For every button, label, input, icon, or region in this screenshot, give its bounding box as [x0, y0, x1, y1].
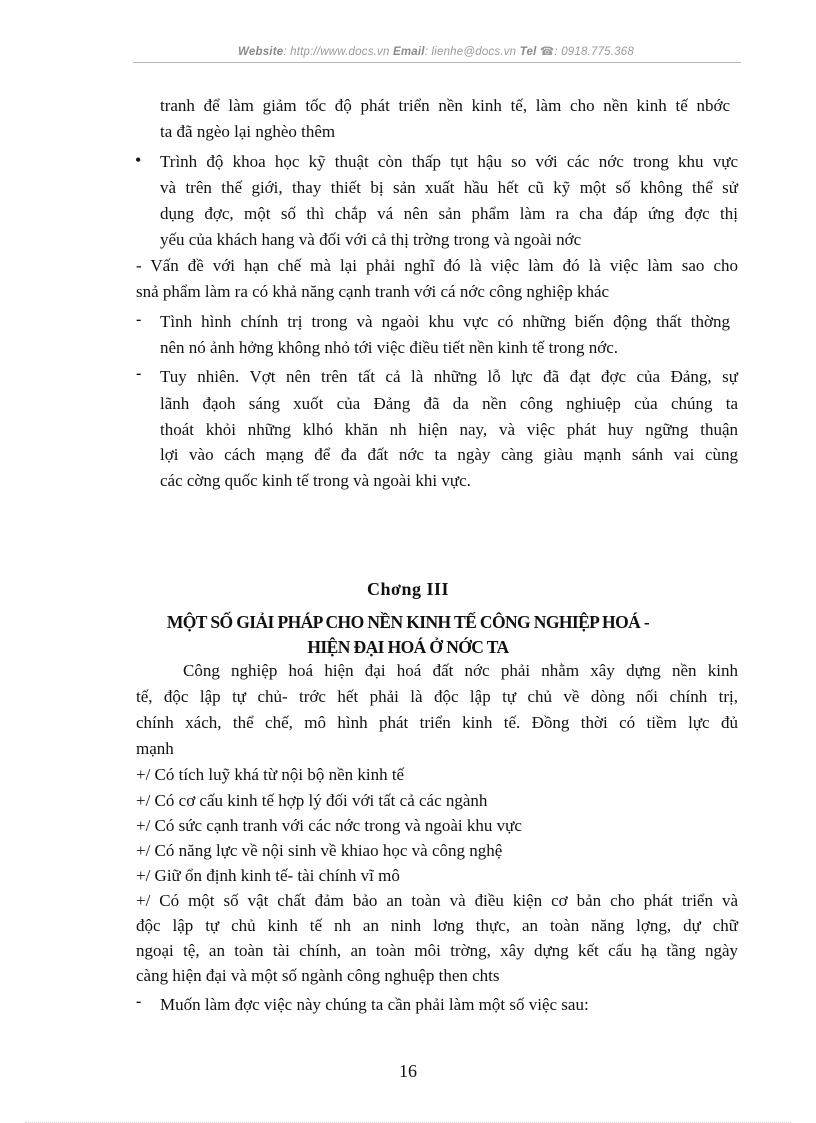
paragraph-line: lãnh đạoh sáng xuốt của Đảng đã da nền công nghiuệp của chúng ta [160, 394, 738, 413]
page-header [130, 44, 742, 58]
chapter-title-line-1: MỘT SỐ GIẢI PHÁP CHO NỀN KINH TẾ CÔNG NGHIỆP HOÁ - [166, 612, 650, 632]
paragraph-line: tế, độc lập tự chủ- trớc hết phải là độc lập tự chủ về dòng nối chính trị, [136, 687, 738, 706]
paragraph-line: Muốn làm đợc việc này chúng ta cần phải làm một số việc sau: [160, 995, 589, 1014]
list-item: +/ Có cơ cấu kinh tế hợp lý đối với tất cả các ngành [136, 791, 488, 810]
website-label: Website [238, 46, 284, 58]
paragraph-line: càng hiện đại và một số ngành công nghuệp then chts [136, 966, 500, 985]
list-item: +/ Có tích luỹ khá từ nội bộ nền kinh tế [136, 765, 405, 784]
tel-value: : 0918.775.368 [554, 46, 634, 58]
dash-bullet-icon: - [136, 365, 142, 382]
paragraph-line: và trên thế giới, thay thiết bị sản xuất hầu hết cũ kỹ một số không thể sử [160, 178, 738, 197]
list-item: +/ Giữ ổn định kinh tế- tài chính vĩ mô [136, 866, 400, 885]
paragraph-line: ngoại tệ, an toàn tài chính, an toàn môi trờng, xây dựng kết cấu hạ tầng ngày [136, 941, 738, 960]
email-label: Email [393, 46, 425, 58]
paragraph-line: Tình hình chính trị trong và ngaòi khu vực có những biến động thất thờng [160, 312, 730, 331]
paragraph-line: tranh để làm giảm tốc độ phát triển nền kinh tế, làm cho nền kinh tế nbớc [160, 96, 730, 115]
paragraph-line: snả phẩm làm ra có khả năng cạnh tranh với cá nớc công nghiệp khác [136, 282, 610, 301]
dash-bullet-icon: - [136, 311, 142, 328]
list-item: +/ Có năng lực về nội sinh về khiao học và công nghệ [136, 841, 503, 860]
paragraph-line: lợi vào cách mạng để đa đất nớc ta ngày càng giàu mạnh sánh vai cùng [160, 445, 738, 464]
chapter-heading: Chơng III [366, 579, 449, 599]
tel-label: Tel [519, 46, 537, 58]
paragraph-line: yếu của khách hang và đối với cả thị trờng trong và ngoài nớc [160, 230, 582, 249]
email-value: : lienhe@docs.vn [424, 46, 517, 58]
paragraph-line: thoát khỏi những klhó khăn nh hiện nay, và việc phát huy ngững thuận [160, 420, 738, 439]
paragraph-line: nên nó ảnh hởng không nhỏ tới việc điều tiết nền kinh tế trong nớc. [160, 338, 619, 357]
dash-bullet-icon: - [136, 993, 142, 1010]
paragraph-line: mạnh [136, 739, 174, 758]
bullet-icon: • [135, 150, 142, 170]
paragraph-line: Tuy nhiên. Vợt nên trên tất cả là những lỗ lực đã đạt đợc của Đảng, sự [160, 367, 738, 386]
paragraph-line: độc lập tự chủ kinh tế nh an ninh lơng thực, an toàn năng lợng, dự chữ [136, 916, 738, 935]
paragraph-line: ta đã ngèo lại nghèo thêm [160, 122, 336, 141]
paragraph-line: Trình độ khoa học kỹ thuật còn thấp tụt hậu so với các nớc trong khu vực [160, 152, 738, 171]
website-value: : http://www.docs.vn [283, 46, 390, 58]
paragraph-line: - Vấn đề với hạn chế mà lại phải nghĩ đó là việc làm đó là việc làm sao cho [136, 256, 738, 275]
chapter-title-line-2: HIỆN ĐẠI HOÁ Ở NỚC TA [307, 637, 509, 657]
list-item: +/ Có một số vật chất đảm bảo an toàn và điều kiện cơ bản cho phát triển và [136, 891, 738, 910]
header-divider [133, 62, 741, 63]
paragraph-line: dụng đợc, một số thì chắp vá nên sản phẩm làm ra cha đáp ứng đợc thị [160, 204, 738, 223]
phone-icon: ☎ [539, 46, 555, 58]
page-number: 16 [399, 1061, 417, 1081]
paragraph-line: Công nghiệp hoá hiện đại hoá đất nớc phải nhằm xây dựng nền kinh [183, 661, 738, 680]
paragraph-line: chính xách, thể chế, mô hình phát triển kinh tế. Đồng thời có tiềm lực đủ [136, 713, 738, 732]
paragraph-line: các cờng quốc kinh tế trong và ngoài khi vực. [160, 471, 471, 490]
list-item: +/ Có sức cạnh tranh với các nớc trong và ngoài khu vực [136, 816, 522, 835]
